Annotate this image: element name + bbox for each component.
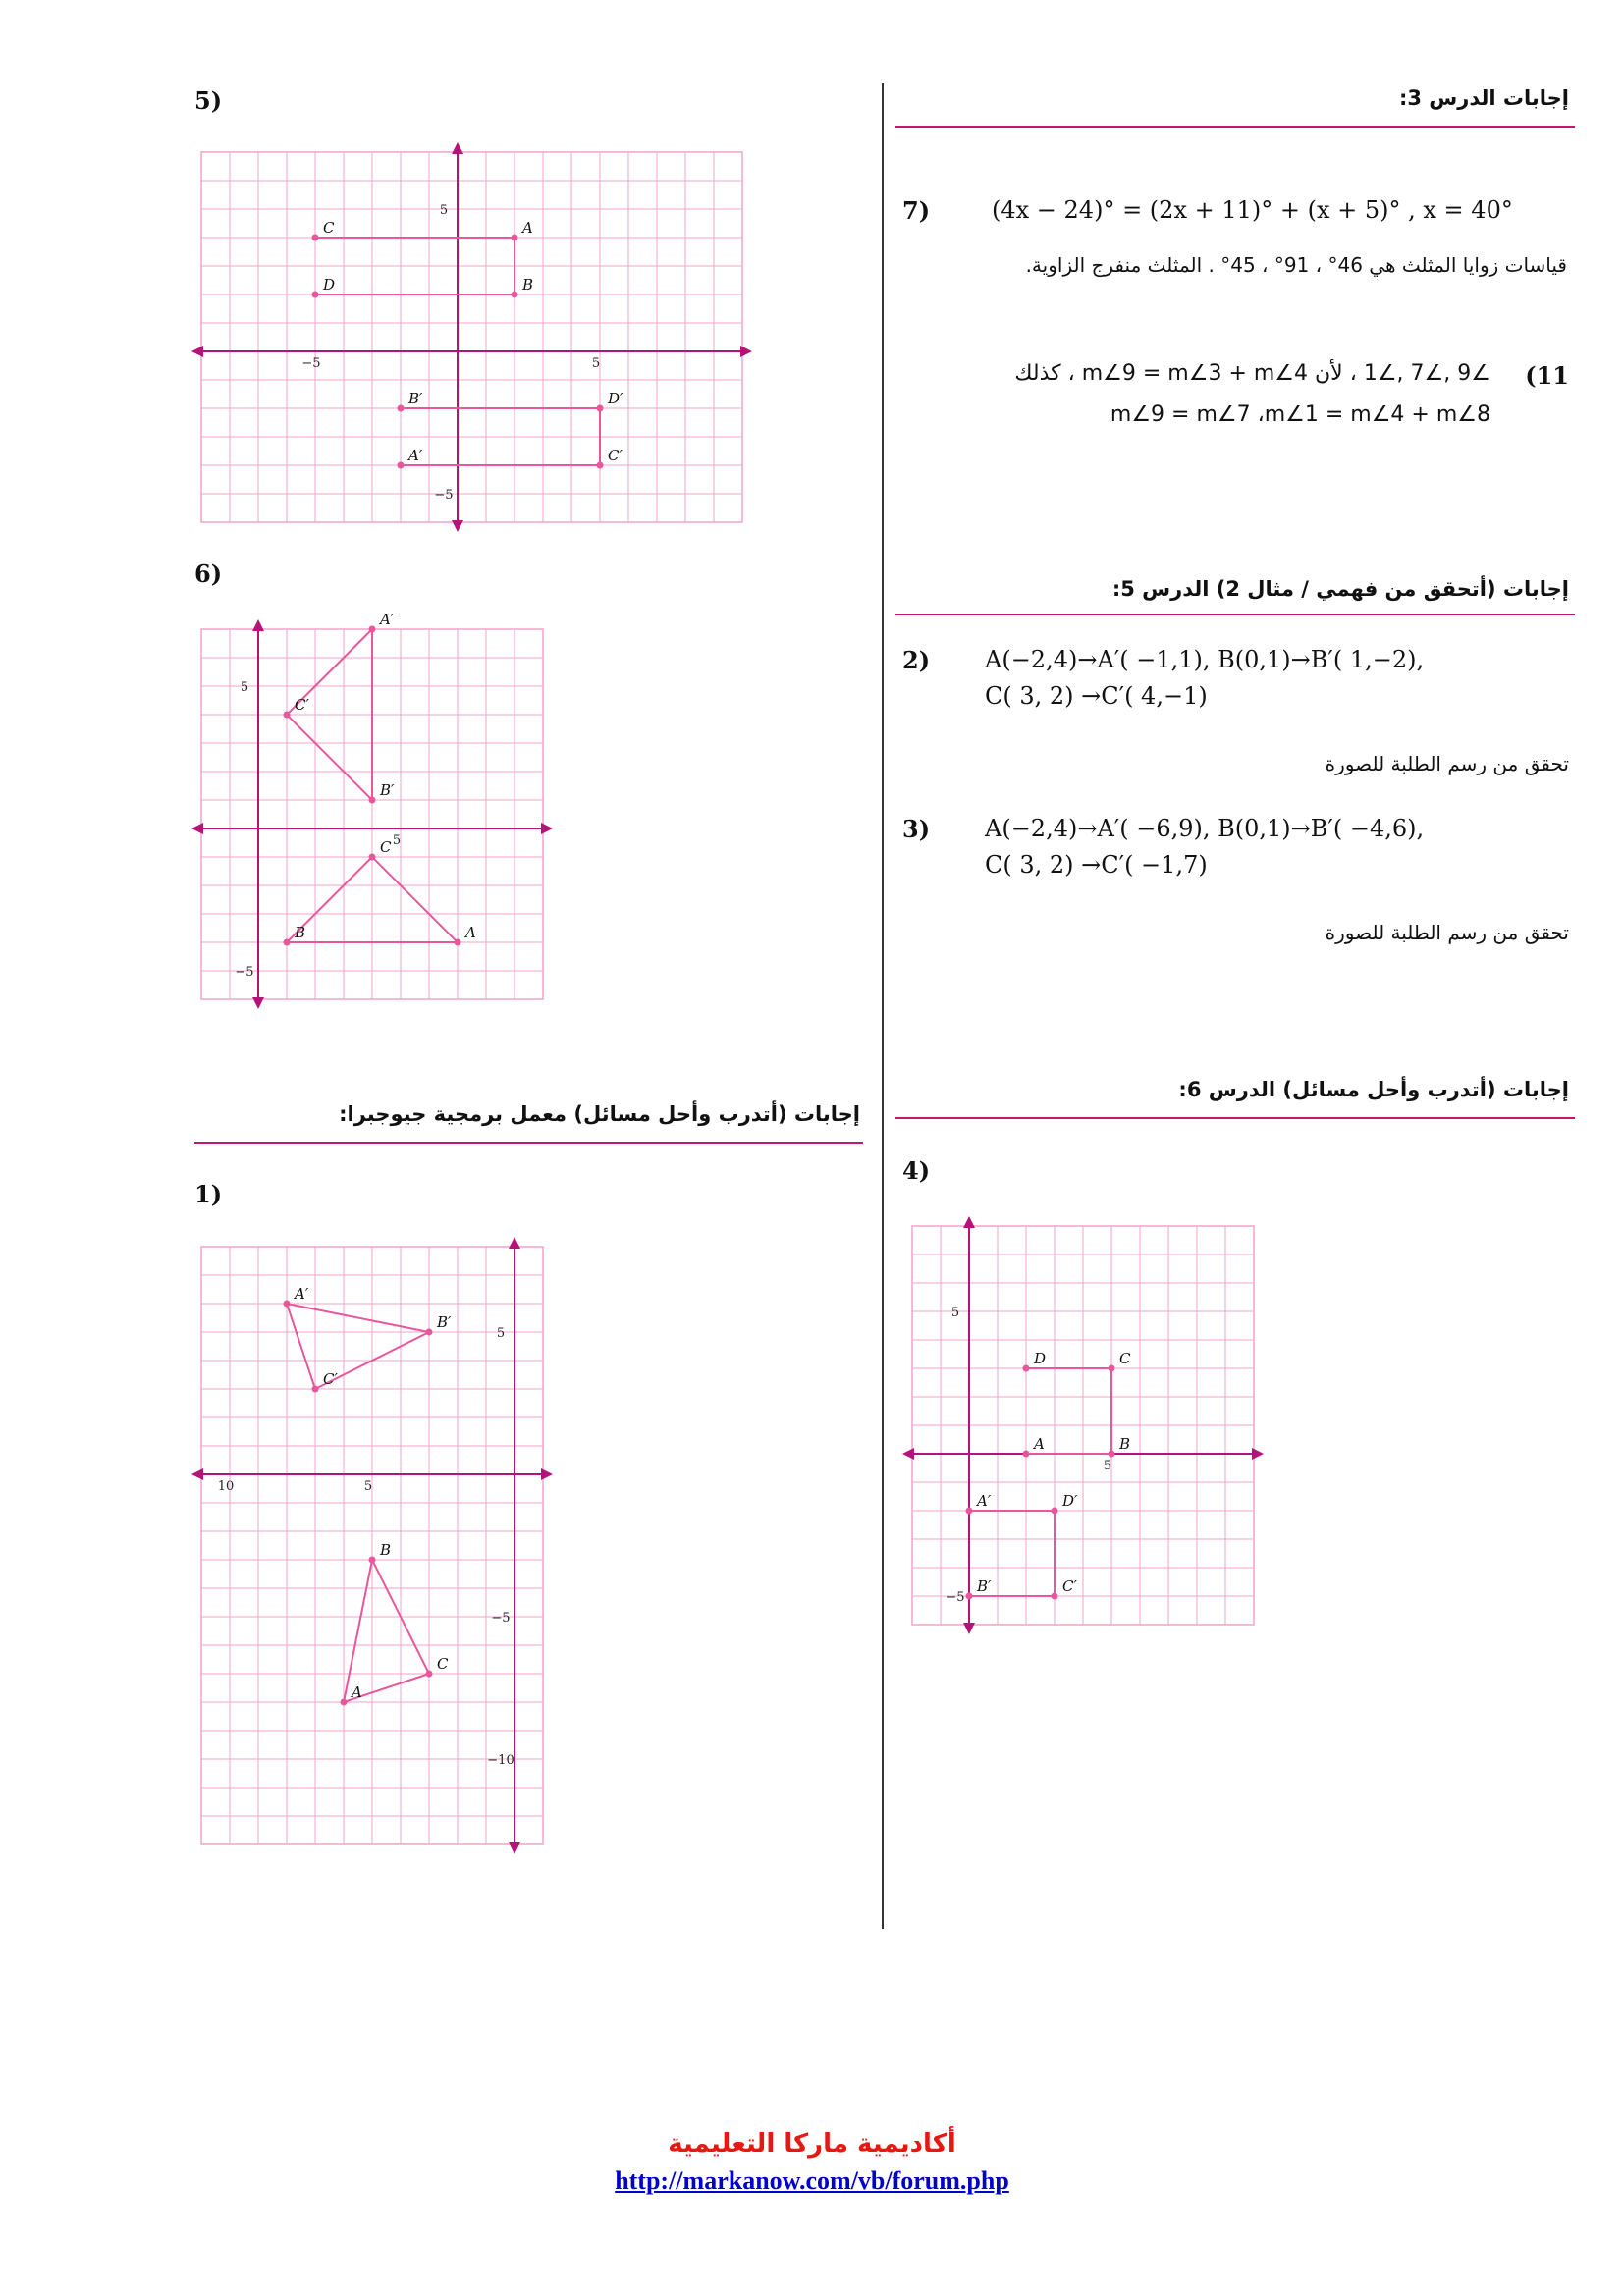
heading-geogebra: إجابات (أتدرب وأحل مسائل) معمل برمجية جيوجبرا:: [339, 1102, 860, 1126]
x-axis-arrow: [541, 823, 553, 834]
vertex-point: [398, 462, 405, 469]
vertex-label: C: [323, 219, 335, 237]
tick-label: −5: [491, 1611, 511, 1626]
q5-number: 5): [194, 86, 223, 115]
vertex-point: [1109, 1365, 1115, 1372]
vertex-point: [966, 1593, 973, 1600]
vertex-label: A′: [977, 1492, 992, 1510]
vertex-label: C′: [1062, 1577, 1077, 1595]
x-axis-arrow: [740, 346, 752, 357]
x-axis-arrow: [191, 346, 203, 357]
grid-border: [201, 152, 742, 522]
y-axis-arrow: [452, 142, 463, 154]
x-axis-arrow: [541, 1468, 553, 1480]
q2-line1: A(−2,4)→A′( −1,1), B(0,1)→B′( 1,−2),: [985, 646, 1425, 673]
tick-label: −5: [301, 356, 321, 371]
q2-line2: C( 3, 2) →C′( 4,−1): [985, 682, 1208, 710]
vertex-label: B: [380, 1541, 392, 1559]
footer-title: أكاديمية ماركا التعليمية: [668, 2129, 956, 2159]
x-axis-arrow: [902, 1448, 914, 1460]
q7-text: قياسات زوايا المثلث هي 46° ، 91° ، 45° . المثلث منفرج الزاوية.: [1025, 253, 1567, 277]
q6-number: 6): [194, 560, 223, 588]
tick-label: 5: [240, 680, 249, 695]
tick-label: 5: [392, 833, 402, 848]
vertex-label: B′: [977, 1577, 992, 1595]
vertex-point: [1109, 1451, 1115, 1458]
q2-note: تحقق من رسم الطلبة للصورة: [1325, 752, 1569, 775]
tick-label: 5: [363, 1479, 373, 1494]
tick-label: −5: [946, 1590, 965, 1605]
vertex-label: A′: [380, 611, 395, 628]
vertex-point: [512, 292, 518, 298]
vertex-point: [398, 405, 405, 412]
heading-lesson6-underline: [895, 1117, 1575, 1119]
vertex-label: A′: [408, 447, 423, 464]
shape-outline-1: [344, 1560, 429, 1702]
tick-label: 5: [1103, 1459, 1112, 1473]
shape-outline-0: [287, 1304, 429, 1389]
graph-q1: [201, 1247, 545, 1845]
q2-number: 2): [902, 646, 931, 674]
heading-lesson3-underline: [895, 126, 1575, 128]
vertex-label: D′: [1062, 1492, 1078, 1510]
footer-link[interactable]: http://markanow.com/vb/forum.php: [615, 2166, 1009, 2195]
vertex-label: B′: [380, 781, 395, 799]
vertex-label: C: [437, 1655, 449, 1673]
vertex-point: [426, 1671, 433, 1678]
y-axis-arrow: [252, 997, 264, 1009]
heading-geogebra-underline: [194, 1142, 863, 1144]
vertex-label: C′: [608, 447, 623, 464]
y-axis-arrow: [963, 1623, 975, 1634]
tick-label: −5: [235, 965, 254, 980]
vertex-point: [369, 1557, 376, 1564]
q11-line2: m∠9 = m∠7 ،m∠1 = m∠4 + m∠8: [1110, 402, 1490, 427]
vertex-point: [597, 462, 604, 469]
vertex-point: [312, 292, 319, 298]
vertex-point: [1052, 1593, 1058, 1600]
q4-number: 4): [902, 1156, 931, 1185]
q7-equation: (4x − 24)° = (2x + 11)° + (x + 5)° , x = 40°: [992, 196, 1513, 224]
q3-line2: C( 3, 2) →C′( −1,7): [985, 851, 1208, 879]
heading-lesson5-underline: [895, 614, 1575, 615]
vertex-point: [369, 626, 376, 633]
vertex-point: [426, 1329, 433, 1336]
vertex-label: B′: [437, 1313, 452, 1331]
vertex-point: [312, 1386, 319, 1393]
q1-number: 1): [194, 1180, 223, 1208]
tick-label: 5: [950, 1306, 960, 1320]
vertex-label: D′: [608, 390, 623, 407]
q11-number: 11): [1525, 361, 1569, 390]
vertex-label: B′: [408, 390, 423, 407]
y-axis-arrow: [509, 1842, 520, 1854]
vertex-label: A: [1034, 1435, 1045, 1453]
q3-number: 3): [902, 815, 931, 843]
vertex-point: [1023, 1365, 1030, 1372]
vertex-point: [369, 854, 376, 861]
q3-note: تحقق من رسم الطلبة للصورة: [1325, 921, 1569, 944]
vertex-label: C′: [295, 696, 309, 714]
vertex-point: [284, 1301, 291, 1308]
vertex-point: [312, 235, 319, 241]
y-axis-arrow: [963, 1216, 975, 1228]
vertex-point: [455, 939, 461, 946]
vertex-label: A: [522, 219, 533, 237]
heading-lesson5: إجابات (أتحقق من فهمي / مثال 2) الدرس 5:: [1111, 577, 1569, 601]
vertex-label: A: [352, 1683, 362, 1701]
tick-label: −10: [487, 1753, 514, 1768]
tick-label: 5: [591, 356, 601, 371]
vertex-label: C: [1119, 1350, 1131, 1367]
vertex-point: [597, 405, 604, 412]
x-axis-arrow: [191, 1468, 203, 1480]
heading-lesson3: إجابات الدرس 3:: [1398, 86, 1569, 110]
vertex-point: [284, 939, 291, 946]
tick-label: 10: [217, 1479, 235, 1494]
column-divider: [882, 83, 884, 1929]
vertex-label: B: [522, 276, 534, 294]
tick-label: −5: [434, 488, 454, 503]
vertex-label: C′: [323, 1370, 338, 1388]
vertex-point: [369, 797, 376, 804]
x-axis-arrow: [1252, 1448, 1264, 1460]
vertex-label: C: [380, 838, 392, 856]
y-axis-arrow: [252, 619, 264, 631]
graph-q4: [912, 1226, 1256, 1638]
vertex-label: B: [295, 924, 306, 941]
q3-line1: A(−2,4)→A′( −6,9), B(0,1)→B′( −4,6),: [985, 815, 1425, 842]
vertex-point: [284, 712, 291, 719]
q11-line1: ∠9 ,∠7 ,∠1 ، لأن m∠9 = m∠3 + m∠4 ، كذلك: [1014, 361, 1490, 386]
vertex-point: [341, 1699, 348, 1706]
tick-label: 5: [496, 1326, 506, 1341]
vertex-point: [512, 235, 518, 241]
x-axis-arrow: [191, 823, 203, 834]
graph-q6: [201, 611, 545, 1002]
vertex-label: D: [323, 276, 336, 294]
q7-number: 7): [902, 196, 931, 225]
vertex-label: A: [465, 924, 476, 941]
graph-q5: [201, 152, 744, 525]
vertex-point: [1052, 1508, 1058, 1515]
y-axis-arrow: [452, 520, 463, 532]
vertex-point: [1023, 1451, 1030, 1458]
vertex-point: [966, 1508, 973, 1515]
tick-label: 5: [439, 203, 449, 218]
vertex-label: A′: [295, 1285, 309, 1303]
vertex-label: D: [1034, 1350, 1047, 1367]
heading-lesson6: إجابات (أتدرب وأحل مسائل) الدرس 6:: [1178, 1078, 1569, 1101]
y-axis-arrow: [509, 1237, 520, 1249]
vertex-label: B: [1119, 1435, 1131, 1453]
